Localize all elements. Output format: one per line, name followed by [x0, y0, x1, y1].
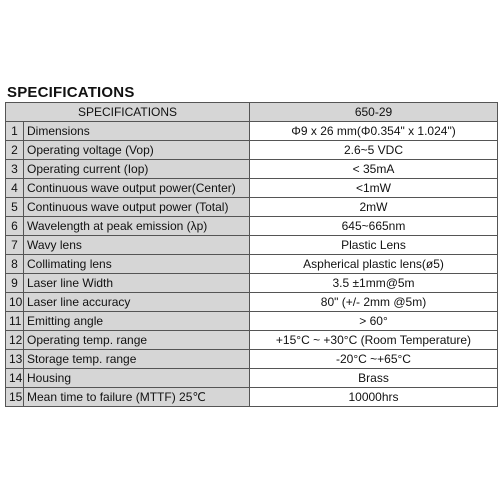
spec-value: > 60° [250, 312, 498, 331]
table-header-row [6, 103, 498, 122]
spec-name: Wavelength at peak emission (λp) [24, 217, 250, 236]
row-number: 10 [6, 293, 24, 312]
header-spec-label: SPECIFICATIONS [6, 103, 250, 122]
spec-name: Mean time to failure (MTTF) 25℃ [24, 388, 250, 407]
table-row [6, 198, 498, 217]
table-row [6, 312, 498, 331]
section-heading: SPECIFICATIONS [7, 84, 135, 101]
spec-name: Wavy lens [24, 236, 250, 255]
spec-name: Laser line Width [24, 274, 250, 293]
table-row [6, 274, 498, 293]
row-number: 3 [6, 160, 24, 179]
spec-name: Housing [24, 369, 250, 388]
spec-value: 3.5 ±1mm@5m [250, 274, 498, 293]
row-number: 7 [6, 236, 24, 255]
spec-value: 10000hrs [250, 388, 498, 407]
spec-value: Φ9 x 26 mm(Φ0.354" x 1.024") [250, 122, 498, 141]
row-number: 1 [6, 122, 24, 141]
table-row [6, 369, 498, 388]
spec-name: Laser line accuracy [24, 293, 250, 312]
specifications-table [5, 102, 498, 407]
table-row [6, 236, 498, 255]
row-number: 2 [6, 141, 24, 160]
row-number: 9 [6, 274, 24, 293]
table-row [6, 160, 498, 179]
spec-value: Brass [250, 369, 498, 388]
table-row [6, 141, 498, 160]
spec-value: Aspherical plastic lens(ø5) [250, 255, 498, 274]
spec-name: Operating temp. range [24, 331, 250, 350]
row-number: 6 [6, 217, 24, 236]
row-number: 12 [6, 331, 24, 350]
row-number: 15 [6, 388, 24, 407]
spec-name: Storage temp. range [24, 350, 250, 369]
table-row [6, 122, 498, 141]
spec-name: Operating voltage (Vop) [24, 141, 250, 160]
row-number: 13 [6, 350, 24, 369]
spec-name: Emitting angle [24, 312, 250, 331]
table-row [6, 293, 498, 312]
table-row [6, 331, 498, 350]
table-row [6, 179, 498, 198]
spec-name: Dimensions [24, 122, 250, 141]
spec-value: 80" (+/- 2mm @5m) [250, 293, 498, 312]
spec-value: -20°C ~+65°C [250, 350, 498, 369]
spec-value: 2mW [250, 198, 498, 217]
spec-value: 645~665nm [250, 217, 498, 236]
row-number: 4 [6, 179, 24, 198]
spec-name: Continuous wave output power(Center) [24, 179, 250, 198]
spec-value: <1mW [250, 179, 498, 198]
spec-value: 2.6~5 VDC [250, 141, 498, 160]
spec-name: Collimating lens [24, 255, 250, 274]
table-row [6, 388, 498, 407]
table-row [6, 217, 498, 236]
row-number: 5 [6, 198, 24, 217]
spec-value: < 35mA [250, 160, 498, 179]
row-number: 14 [6, 369, 24, 388]
spec-name: Operating current (Iop) [24, 160, 250, 179]
spec-value: Plastic Lens [250, 236, 498, 255]
spec-name: Continuous wave output power (Total) [24, 198, 250, 217]
row-number: 8 [6, 255, 24, 274]
header-model-number: 650-29 [250, 103, 498, 122]
table-row [6, 255, 498, 274]
table-row [6, 350, 498, 369]
row-number: 11 [6, 312, 24, 331]
spec-value: +15°C ~ +30°C (Room Temperature) [250, 331, 498, 350]
